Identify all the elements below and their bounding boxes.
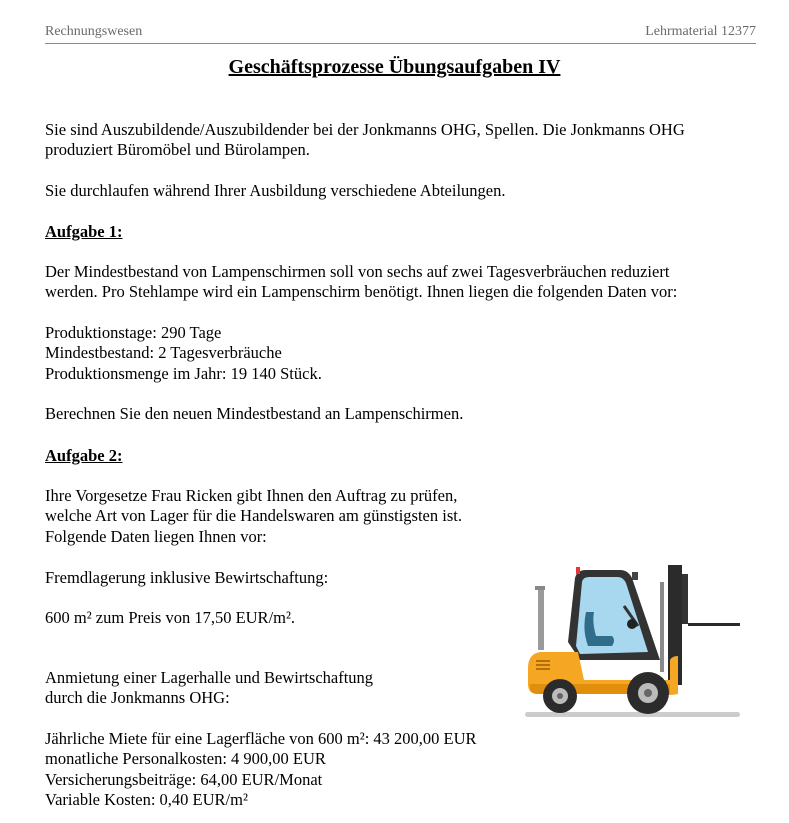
task1-heading: Aufgabe 1: — [45, 222, 123, 241]
intro-line-3: Sie durchlaufen während Ihrer Ausbildung verschiedene Abteilungen. — [45, 181, 506, 200]
task1-question: Berechnen Sie den neuen Mindestbestand an Lampenschirmen. — [45, 404, 464, 423]
task1-data-item: Mindestbestand: 2 Tagesverbräuche — [45, 343, 282, 362]
option1-label: Fremdlagerung inklusive Bewirtschaftung: — [45, 568, 329, 587]
task2-text-line: Folgende Daten liegen Ihnen vor: — [45, 527, 267, 546]
option1-value: 600 m² zum Preis von 17,50 EUR/m². — [45, 608, 296, 627]
forklift-icon — [520, 560, 745, 722]
page-header — [45, 24, 756, 44]
task1-text-2: werden. Pro Stehlampe wird ein Lampenschirm benötigt. Ihnen liegen die folgenden Daten vor: — [45, 282, 678, 301]
task1-text-1: Der Mindestbestand von Lampenschirmen soll von sechs auf zwei Tagesverbräuchen reduziert — [45, 262, 670, 281]
option2-label: Anmietung einer Lagerhalle und Bewirtschaftung — [45, 668, 374, 687]
option2-data-item: Versicherungsbeiträge: 64,00 EUR/Monat — [45, 770, 323, 789]
option2-data-item: monatliche Personalkosten: 4 900,00 EUR — [45, 749, 326, 768]
intro-line-1: Sie sind Auszubildende/Auszubildender bei der Jonkmanns OHG, Spellen. Die Jonkmanns OHG — [45, 120, 685, 139]
document-title: Geschäftsprozesse Übungsaufgaben IV — [228, 56, 561, 78]
task1-data-item: Produktionstage: 290 Tage — [45, 323, 222, 342]
header-material-id: Lehrmaterial 12377 — [645, 24, 756, 39]
header-subject: Rechnungswesen — [45, 24, 143, 39]
task2-text-line: welche Art von Lager für die Handelswaren am günstigsten ist. — [45, 506, 462, 525]
option2-data-item: Jährliche Miete für eine Lagerfläche von 600 m²: 43 200,00 EUR — [45, 729, 477, 748]
option2-data-item: Variable Kosten: 0,40 EUR/m² — [45, 790, 248, 809]
task1-data-item: Produktionsmenge im Jahr: 19 140 Stück. — [45, 364, 322, 383]
intro-line-2: produziert Büromöbel und Bürolampen. — [45, 140, 310, 159]
task2-text-line: Ihre Vorgesetze Frau Ricken gibt Ihnen den Auftrag zu prüfen, — [45, 486, 458, 505]
task2-heading: Aufgabe 2: — [45, 446, 123, 465]
option2-label: durch die Jonkmanns OHG: — [45, 688, 230, 707]
